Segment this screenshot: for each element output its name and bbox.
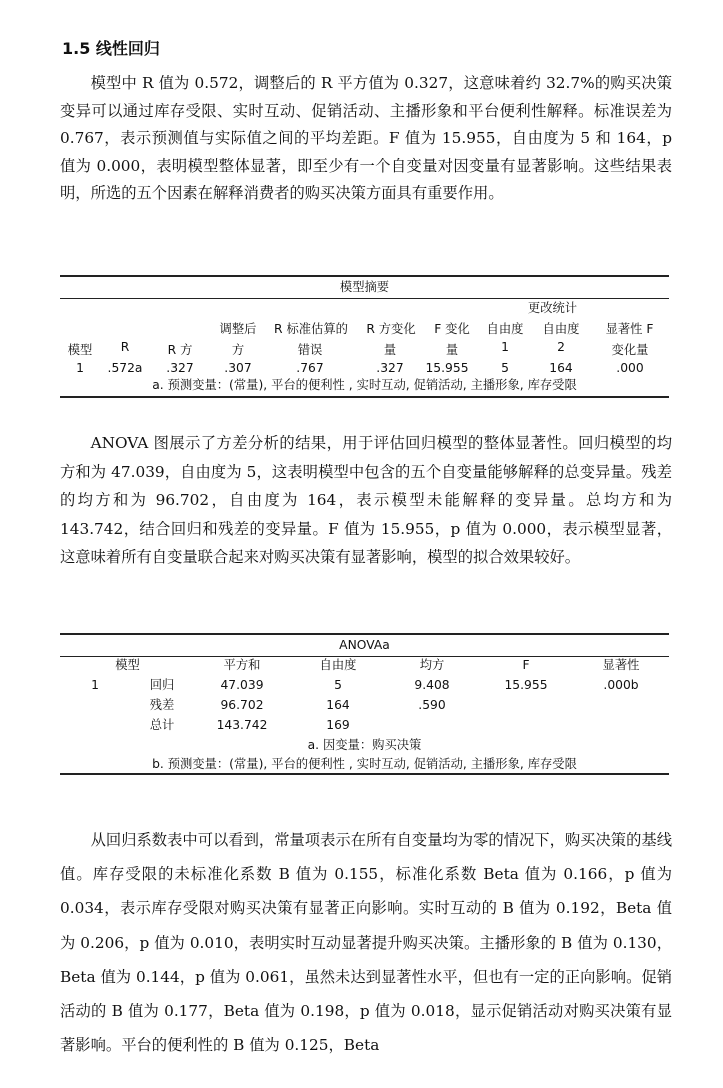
col-header-sig-1: 显著性 F: [605, 322, 654, 336]
table-bottom-rule: [60, 773, 669, 775]
col-header-std-error-1: R 标准估算的: [274, 322, 348, 336]
table-title: ANOVAa: [60, 633, 669, 657]
cell-mean-sq: 9.408: [414, 678, 450, 692]
cell-df: 5: [334, 678, 342, 692]
cell-r: .572a: [107, 361, 143, 375]
col-header-adj-r-square-1: 调整后: [219, 322, 257, 336]
table-row: [60, 675, 669, 695]
cell-source: 总计: [149, 718, 175, 732]
col-header-model: 模型: [67, 343, 93, 357]
col-header-df1-1: 自由度: [486, 322, 524, 336]
table-row: [60, 715, 669, 735]
cell-sig: .000b: [603, 678, 639, 692]
cell-df: 164: [326, 698, 350, 712]
model-summary-table: [60, 275, 669, 399]
col-header-r-square: R 方: [167, 343, 193, 357]
cell-mean-sq: .590: [418, 698, 446, 712]
col-header-std-error-2: 错误: [297, 343, 323, 357]
cell-source: 残差: [149, 698, 175, 712]
cell-df: 169: [326, 718, 350, 732]
col-header-f-change-1: F 变化: [434, 322, 470, 336]
anova-table: [60, 633, 669, 778]
col-header-adj-r-square-2: 方: [231, 343, 245, 357]
cell-f-change: 15.955: [425, 361, 469, 375]
cell-std-error: .767: [296, 361, 324, 375]
col-header-r-change-2: 量: [383, 343, 397, 357]
col-header-sum-sq: 平方和: [223, 658, 261, 672]
col-header-r: R: [120, 340, 130, 354]
col-header-mean-sq: 均方: [419, 658, 445, 672]
paragraph-coefficients: 从回归系数表中可以看到，常量项表示在所有自变量均为零的情况下，购买决策的基线值。库存受限的未标准化系数 B 值为 0.155，标准化系数 Beta 值为 0.166，p 值为 0.034，表示库存受限对购买决策有显著正向影响。实时互动的 B 值为 0.192，Beta 值为 0.206，p 值为 0.010，表明实时互动显著提升购买决策。主播形象的 B 值为 0.130，Beta 值为 0.144，p 值为 0.061，虽然未达到显著性水平，但也有一定的正向影响。促销活动的 B 值为 0.177，Beta 值为 0.198，p 值为 0.018，显示促销活动对购买决策有显著影响。平台的便利性的 B 值为 0.125，Beta: [60, 831, 672, 1055]
col-header-df2-2: 2: [557, 340, 565, 354]
table-row: [60, 695, 669, 715]
paragraph-anova: ANOVA 图展示了方差分析的结果，用于评估回归模型的整体显著性。回归模型的均方和为 47.039，自由度为 5，这表明模型中包含的五个自变量能够解释的总变异量。残差的均方和为 96.702，自由度为 164，表示模型未能解释的变异量。总均方和为 143.742，结合回归和残差的变异量。F 值为 15.955，p 值为 0.000，表示模型显著，这意味着所有自变量联合起来对购买决策有显著影响，模型的拟合效果较好。: [60, 434, 672, 566]
cell-model-number: 1: [91, 678, 99, 692]
table-footnote: a. 预测变量：(常量), 平台的便利性 , 实时互动, 促销活动, 主播形象, 库存受限: [152, 378, 577, 392]
col-header-df: 自由度: [319, 658, 357, 672]
cell-r-square-change: .327: [376, 361, 404, 375]
cell-df1: 5: [501, 361, 509, 375]
cell-source: 回归: [149, 678, 175, 692]
cell-df2: 164: [549, 361, 573, 375]
paragraph-model-summary: 模型中 R 值为 0.572，调整后的 R 平方值为 0.327，这意味着约 32.7%的购买决策变异可以通过库存受限、实时互动、促销活动、主播形象和平台便利性解释。标准误差为 0.767，表示预测值与实际值之间的平均差距。F 值为 15.955，自由度为 5 和 164，p 值为 0.000，表明模型整体显著，即至少有一个自变量对因变量有显著影响。这些结果表明，所选的五个因素在解释消费者的购买决策方面具有重要作用。: [60, 74, 672, 202]
col-header-f: F: [522, 658, 530, 672]
table-title: 模型摘要: [60, 275, 669, 299]
col-header-df1-2: 1: [501, 340, 509, 354]
col-header-f-change-2: 量: [445, 343, 459, 357]
col-header-sig-2: 变化量: [611, 343, 649, 357]
table-bottom-rule: [60, 396, 669, 398]
table-header-row: [60, 655, 669, 675]
col-header-r-change-1: R 方变化: [366, 322, 416, 336]
cell-sig-f-change: .000: [616, 361, 644, 375]
cell-adj-r-square: .307: [224, 361, 252, 375]
cell-model: 1: [76, 361, 84, 375]
cell-sum-sq: 143.742: [216, 718, 268, 732]
col-header-df2-1: 自由度: [542, 322, 580, 336]
col-header-model: 模型: [115, 658, 140, 672]
table-footnote-a: a. 因变量：购买决策: [307, 738, 422, 752]
section-heading: 1.5 线性回归: [62, 39, 160, 58]
cell-r-square: .327: [166, 361, 194, 375]
cell-sum-sq: 96.702: [220, 698, 264, 712]
group-header: 更改统计: [527, 301, 578, 315]
cell-sum-sq: 47.039: [220, 678, 264, 692]
col-header-sig: 显著性: [602, 658, 640, 672]
table-footnote-b: b. 预测变量：(常量), 平台的便利性 , 实时互动, 促销活动, 主播形象, 库存受限: [152, 757, 577, 771]
cell-f: 15.955: [504, 678, 548, 692]
